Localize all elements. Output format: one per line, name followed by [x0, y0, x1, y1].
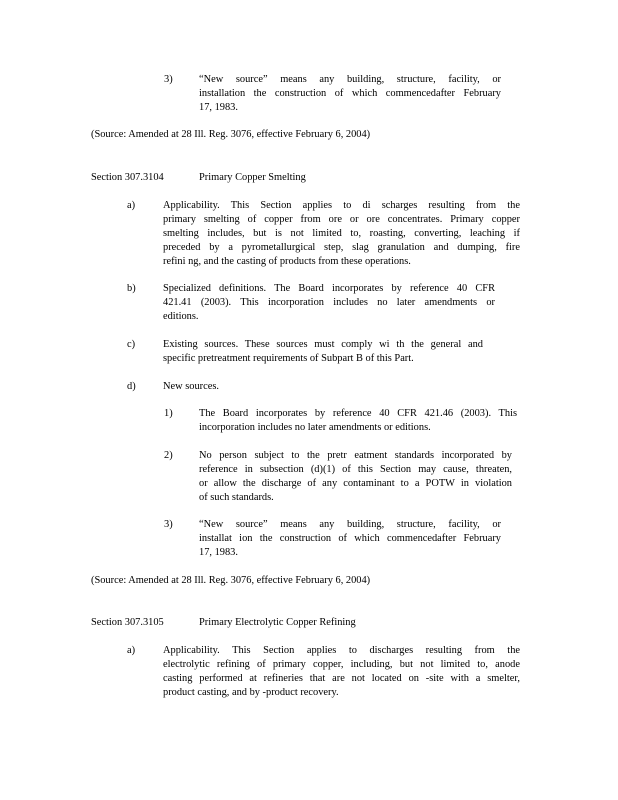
text-line: reference in subsection (d)(1) of this Section may cause, threaten,	[199, 464, 512, 475]
section-title: Primary Electrolytic Copper Refining	[199, 617, 356, 628]
item-number: 1)	[164, 408, 173, 419]
text-line: or allow the discharge of any contaminant to a POTW in violation	[199, 478, 512, 489]
section-number: Section 307.3105	[91, 617, 164, 628]
subsection-existing-sources	[163, 338, 483, 366]
subsection-label: b)	[127, 283, 136, 294]
text-line: primary smelting of copper from ore or ore concentrates. Primary copper	[163, 214, 520, 225]
text-line: product casting, and by -product recovery.	[163, 687, 339, 698]
item-number: 3)	[164, 519, 173, 530]
text-line: Applicability. This Section applies to di scharges resulting from the	[163, 200, 520, 211]
text-line: editions.	[163, 311, 199, 322]
subsection-label: a)	[127, 645, 136, 656]
text-line: No person subject to the pretr eatment standards incorporated by	[199, 450, 512, 461]
subsection-definitions	[163, 282, 495, 324]
text-line: Existing sources. These sources must comply wi th the general and	[163, 339, 483, 350]
text-line: 421.41 (2003). This incorporation includes no later amendments or	[163, 297, 495, 308]
text-line: specific pretreatment requirements of Subpart B of this Part.	[163, 353, 414, 364]
text-line: “New source” means any building, structure, facility, or	[199, 519, 501, 530]
subsection-label: c)	[127, 339, 136, 350]
text-line: 17, 1983.	[199, 102, 238, 113]
text-line: refini ng, and the casting of products from these operations.	[163, 256, 411, 267]
text-line: The Board incorporates by reference 40 CFR 421.46 (2003). This	[199, 408, 517, 419]
section-number: Section 307.3104	[91, 172, 164, 183]
item-number: 2)	[164, 450, 173, 461]
item-prohibition	[199, 449, 512, 505]
subsection-applicability	[163, 644, 520, 700]
text-line: incorporation includes no later amendments or editions.	[199, 422, 431, 433]
text-line: Applicability. This Section applies to discharges resulting from the	[163, 645, 520, 656]
text-line: smelting includes, but is not limited to, roasting, converting, leaching if	[163, 228, 520, 239]
text-line: of such standards.	[199, 492, 274, 503]
text-line: installation the construction of which commencedafter February	[199, 88, 501, 99]
subsection-applicability	[163, 199, 520, 269]
subsection-label: d)	[127, 381, 136, 392]
subsection-label: a)	[127, 200, 136, 211]
definition-new-source	[199, 73, 501, 115]
text-line: Specialized definitions. The Board incorporates by reference 40 CFR	[163, 283, 495, 294]
item-number: 3)	[164, 74, 173, 85]
text-line: preceded by a pyrometallurgical step, slag granulation and dumping, fire	[163, 242, 520, 253]
source-note: (Source: Amended at 28 Ill. Reg. 3076, effective February 6, 2004)	[91, 129, 371, 140]
text-line: installat ion the construction of which commencedafter February	[199, 533, 501, 544]
item-incorporation	[199, 407, 517, 435]
definition-new-source	[199, 518, 501, 560]
source-note: (Source: Amended at 28 Ill. Reg. 3076, effective February 6, 2004)	[91, 575, 371, 586]
text-line: electrolytic refining of primary copper, including, but not limited to, anode	[163, 659, 520, 670]
subsection-new-sources: New sources.	[163, 381, 219, 392]
text-line: 17, 1983.	[199, 547, 238, 558]
section-title: Primary Copper Smelting	[199, 172, 306, 183]
text-line: casting performed at refineries that are not located on -site with a smelter,	[163, 673, 520, 684]
text-line: “New source” means any building, structure, facility, or	[199, 74, 501, 85]
